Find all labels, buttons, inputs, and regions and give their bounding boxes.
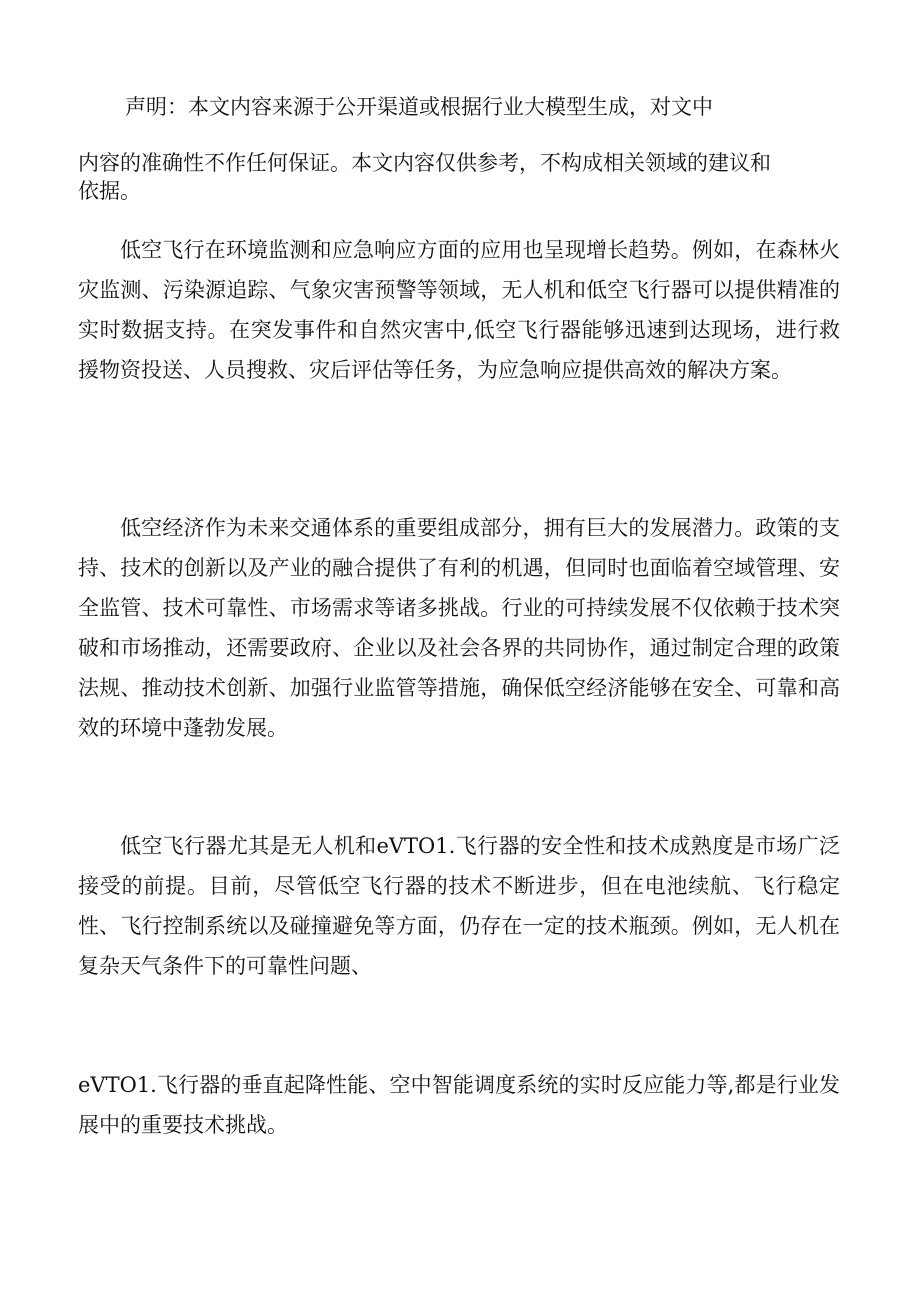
disclaimer-line-3: 依据。 (78, 179, 141, 203)
disclaimer-line-2: 内容的准确性不作任何保证。本文内容仅供参考，不构成相关领域的建议和 (78, 151, 771, 175)
paragraph-safety: 低空飞行器尤其是无人机和eVTO1.飞行器的安全性和技术成熟度是市场广泛接受的前提。目前，尽管低空飞行器的技术不断进步，但在电池续航、飞行稳定性、飞行控制系统以及碰撞避免等方面，仍存在一定的技术瓶颈。例如，无人机在复杂天气条件下的可靠性问题、 (78, 834, 840, 978)
disclaimer-line-1: 声明：本文内容来源于公开渠道或根据行业大模型生成，对文中 (125, 95, 713, 119)
paragraph-applications: 低空飞行在环境监测和应急响应方面的应用也呈现增长趋势。例如，在森林火灾监测、污染源追踪、气象灾害预警等领域，无人机和低空飞行器可以提供精准的实时数据支持。在突发事件和自然灾害中,低空飞行器能够迅速到达现场，进行救援物资投送、人员搜救、灾后评估等任务，为应急响应提供高效的解决方案。 (78, 238, 840, 382)
paragraph-potential: 低空经济作为未来交通体系的重要组成部分，拥有巨大的发展潜力。政策的支持、技术的创新以及产业的融合提供了有利的机遇，但同时也面临着空域管理、安全监管、技术可靠性、市场需求等诸多挑战。行业的可持续发展不仅依赖于技术突破和市场推动，还需要政府、企业以及社会各界的共同协作，通过制定合理的政策法规、推动技术创新、加强行业监管等措施，确保低空经济能够在安全、可靠和高效的环境中蓬勃发展。 (78, 516, 840, 740)
paragraph-challenges: eVTO1.飞行器的垂直起降性能、空中智能调度系统的实时反应能力等,都是行业发展中的重要技术挑战。 (78, 1073, 840, 1137)
